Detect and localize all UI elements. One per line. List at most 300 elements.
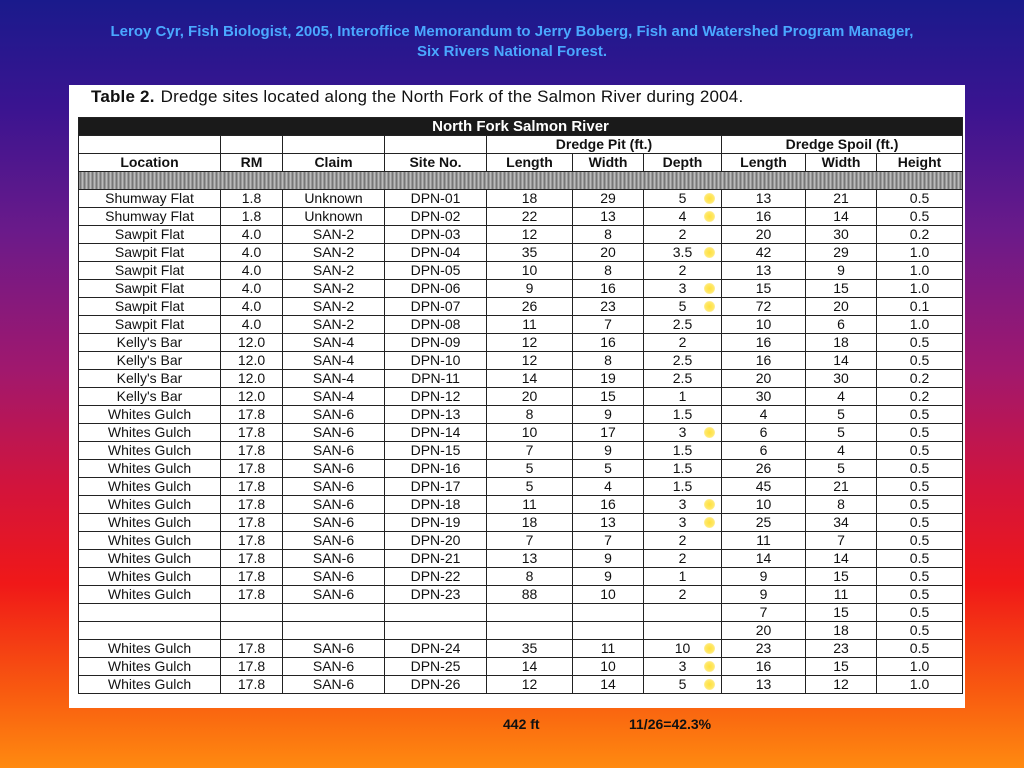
table-cell [573,604,644,622]
table-cell: 5 [644,298,722,316]
table-cell: 21 [806,478,877,496]
table-cell: DPN-23 [385,586,487,604]
table-cell: DPN-02 [385,208,487,226]
table-cell: 14 [722,550,806,568]
table-cell: 19 [573,370,644,388]
table-row [79,370,963,388]
table-cell: 4 [806,388,877,406]
table-cell: Whites Gulch [79,586,221,604]
table-row [79,280,963,298]
table-cell: DPN-19 [385,514,487,532]
table-cell: 9 [573,550,644,568]
table-row [79,316,963,334]
table-row [79,658,963,676]
table-row [79,424,963,442]
group-blank-cell [385,136,487,154]
table-cell: 0.2 [877,226,963,244]
table-cell: SAN-6 [283,568,385,586]
table-row [79,478,963,496]
table-cell: 12 [487,334,573,352]
table-cell: 15 [806,568,877,586]
table-cell: 10 [487,424,573,442]
table-cell: 3 [644,514,722,532]
table-cell: 1 [644,388,722,406]
table-cell: 0.5 [877,604,963,622]
table-cell: DPN-16 [385,460,487,478]
table-cell: 8 [573,226,644,244]
table-row [79,568,963,586]
table-cell: DPN-15 [385,442,487,460]
table-cell: 13 [722,190,806,208]
table-row [79,244,963,262]
table-row [79,640,963,658]
column-header: RM [221,154,283,172]
table-cell: 29 [806,244,877,262]
table-cell: 1.0 [877,280,963,298]
table-cell: 11 [487,496,573,514]
table-cell: 2.5 [644,370,722,388]
table-cell: Whites Gulch [79,478,221,496]
table-cell: 13 [573,208,644,226]
table-cell: 17 [573,424,644,442]
group-header-row [79,136,963,154]
table-cell [573,622,644,640]
table-cell: Whites Gulch [79,550,221,568]
column-header: Location [79,154,221,172]
table-cell: 17.8 [221,424,283,442]
table-cell: 45 [722,478,806,496]
table-cell: 0.5 [877,640,963,658]
table-cell: 3 [644,280,722,298]
table-cell: 5 [573,460,644,478]
table-cell: 30 [722,388,806,406]
table-cell: 4.0 [221,280,283,298]
table-cell: Whites Gulch [79,676,221,694]
table-row [79,622,963,640]
table-cell: 2 [644,586,722,604]
table-cell: DPN-09 [385,334,487,352]
table-cell [79,604,221,622]
table-title: Dredge sites located along the North Fork of the Salmon River during 2004. [160,87,744,106]
table-cell: 0.5 [877,622,963,640]
table-cell: 17.8 [221,406,283,424]
separator-row [79,172,963,190]
table-cell: 4.0 [221,298,283,316]
table-cell: SAN-4 [283,370,385,388]
table-cell: 7 [722,604,806,622]
table-cell: 1.0 [877,658,963,676]
table-body [79,190,963,694]
table-cell: 9 [573,406,644,424]
table-cell: 0.5 [877,478,963,496]
table-cell: 20 [722,622,806,640]
table-cell: Whites Gulch [79,640,221,658]
table-cell: 12.0 [221,352,283,370]
table-cell: 2.5 [644,316,722,334]
table-cell: SAN-6 [283,460,385,478]
table-cell: 1.8 [221,208,283,226]
table-cell: 1.0 [877,316,963,334]
table-cell: 2 [644,334,722,352]
table-cell: 29 [573,190,644,208]
table-cell: 1 [644,568,722,586]
table-cell: 0.2 [877,388,963,406]
group-blank-cell [221,136,283,154]
table-cell: 15 [806,658,877,676]
table-cell: 17.8 [221,658,283,676]
table-cell: 23 [722,640,806,658]
table-cell: 30 [806,226,877,244]
column-header-row [79,154,963,172]
table-label: Table 2. [91,87,155,106]
table-cell: 14 [487,370,573,388]
table-cell: 17.8 [221,478,283,496]
table-cell: SAN-6 [283,640,385,658]
table-row [79,226,963,244]
table-cell: Whites Gulch [79,424,221,442]
table-cell: 0.1 [877,298,963,316]
table-cell: 14 [487,658,573,676]
table-row [79,550,963,568]
table-cell: 8 [487,406,573,424]
table-cell: 10 [722,496,806,514]
table-cell: 9 [722,586,806,604]
table-row [79,676,963,694]
table-cell: Kelly's Bar [79,352,221,370]
table-cell [221,604,283,622]
table-cell: 25 [722,514,806,532]
footer-ratio: 11/26=42.3% [629,716,712,732]
table-cell: 8 [806,496,877,514]
table-cell: DPN-22 [385,568,487,586]
table-cell: SAN-6 [283,478,385,496]
table-cell: 13 [722,676,806,694]
table-cell: 2 [644,262,722,280]
table-cell: 13 [722,262,806,280]
table-cell: Whites Gulch [79,514,221,532]
table-cell: 11 [722,532,806,550]
table-cell: 88 [487,586,573,604]
table-cell: 0.5 [877,532,963,550]
table-cell: DPN-20 [385,532,487,550]
table-cell: 0.5 [877,190,963,208]
table-cell: 30 [806,370,877,388]
table-cell: DPN-13 [385,406,487,424]
table-caption [91,87,743,107]
table-cell: 1.5 [644,442,722,460]
table-cell: 7 [573,532,644,550]
table-cell: SAN-2 [283,298,385,316]
table-cell: Sawpit Flat [79,280,221,298]
table-row [79,352,963,370]
table-cell: 1.5 [644,406,722,424]
table-cell: 9 [487,280,573,298]
river-header-row [79,118,963,136]
table-cell: 12 [487,676,573,694]
table-row [79,460,963,478]
table-cell: 6 [806,316,877,334]
column-header: Length [722,154,806,172]
table-cell: 10 [573,658,644,676]
table-cell: 5 [487,478,573,496]
table-cell: 4 [573,478,644,496]
table-cell: 23 [806,640,877,658]
table-row [79,208,963,226]
table-cell: SAN-2 [283,226,385,244]
table-cell: 16 [722,208,806,226]
table-cell: 14 [806,208,877,226]
footer-total-feet: 442 ft [503,716,540,732]
table-cell: Sawpit Flat [79,226,221,244]
table-cell: 22 [487,208,573,226]
river-name: North Fork Salmon River [79,118,963,136]
table-cell: 1.0 [877,262,963,280]
table-cell: 20 [487,388,573,406]
table-cell: 72 [722,298,806,316]
table-cell: 11 [487,316,573,334]
table-cell: 17.8 [221,586,283,604]
table-cell: 7 [487,532,573,550]
table-cell: SAN-2 [283,316,385,334]
table-row [79,298,963,316]
table-cell: 1.5 [644,478,722,496]
table-cell: SAN-2 [283,262,385,280]
table-cell: 10 [487,262,573,280]
table-cell: 12 [487,226,573,244]
table-cell: DPN-04 [385,244,487,262]
table-cell: 16 [573,280,644,298]
table-cell: 5 [644,190,722,208]
table-cell: 20 [722,226,806,244]
table-cell: 12 [487,352,573,370]
table-cell: 17.8 [221,532,283,550]
column-header: Site No. [385,154,487,172]
table-cell: 14 [806,550,877,568]
table-cell: 17.8 [221,640,283,658]
table-cell: Whites Gulch [79,460,221,478]
table-cell: SAN-6 [283,586,385,604]
table-cell: 4.0 [221,226,283,244]
table-row [79,532,963,550]
table-cell: 20 [806,298,877,316]
table-cell: SAN-6 [283,658,385,676]
table-cell: DPN-12 [385,388,487,406]
table-cell: 4 [644,208,722,226]
table-cell: 18 [806,334,877,352]
table-cell: SAN-2 [283,244,385,262]
table-cell: 0.2 [877,370,963,388]
table-cell: 3 [644,496,722,514]
table-row [79,334,963,352]
table-cell: 1.8 [221,190,283,208]
table-cell: 10 [573,586,644,604]
table-cell: 35 [487,640,573,658]
table-cell: 1.0 [877,244,963,262]
table-cell: Unknown [283,208,385,226]
table-cell: 17.8 [221,460,283,478]
table-cell: 0.5 [877,334,963,352]
table-cell: 10 [644,640,722,658]
table-cell: 0.5 [877,514,963,532]
table-cell: 17.8 [221,676,283,694]
table-cell: Kelly's Bar [79,334,221,352]
table-cell: 26 [722,460,806,478]
group-dredge-pit: Dredge Pit (ft.) [487,136,722,154]
table-cell: Kelly's Bar [79,388,221,406]
table-cell [283,622,385,640]
table-cell [79,622,221,640]
table-cell: 0.5 [877,424,963,442]
table-cell: 34 [806,514,877,532]
table-cell: 9 [722,568,806,586]
table-cell: 21 [806,190,877,208]
column-header: Width [806,154,877,172]
table-cell: 2.5 [644,352,722,370]
table-cell: 1.0 [877,676,963,694]
table-cell: 0.5 [877,442,963,460]
table-cell: Sawpit Flat [79,244,221,262]
table-cell: 18 [806,622,877,640]
table-row [79,586,963,604]
table-cell: 5 [487,460,573,478]
table-cell [221,622,283,640]
table-cell: 0.5 [877,550,963,568]
table-cell: 20 [722,370,806,388]
table-cell: DPN-18 [385,496,487,514]
table-cell: 4 [722,406,806,424]
table-cell: Whites Gulch [79,496,221,514]
table-cell: DPN-01 [385,190,487,208]
table-cell [385,622,487,640]
table-cell: 16 [722,334,806,352]
table-cell: 15 [573,388,644,406]
table-cell: DPN-08 [385,316,487,334]
table-row [79,190,963,208]
table-cell: 7 [806,532,877,550]
table-cell: 5 [806,460,877,478]
table-cell: DPN-26 [385,676,487,694]
table-cell [487,604,573,622]
table-cell: Sawpit Flat [79,298,221,316]
table-cell: 13 [487,550,573,568]
table-cell: 12 [806,676,877,694]
table-row [79,388,963,406]
table-cell: 18 [487,514,573,532]
table-cell: SAN-6 [283,514,385,532]
table-cell: Whites Gulch [79,532,221,550]
dredge-sites-table [78,117,963,694]
slide-header [30,22,994,62]
table-cell: 4.0 [221,244,283,262]
table-cell: 0.5 [877,586,963,604]
table-cell: 17.8 [221,496,283,514]
table-cell: DPN-05 [385,262,487,280]
table-cell: SAN-6 [283,496,385,514]
table-cell: Sawpit Flat [79,316,221,334]
table-cell: DPN-25 [385,658,487,676]
table-cell: Sawpit Flat [79,262,221,280]
table-cell: 15 [722,280,806,298]
table-cell: 6 [722,424,806,442]
group-dredge-spoil: Dredge Spoil (ft.) [722,136,963,154]
table-cell: DPN-07 [385,298,487,316]
column-header: Height [877,154,963,172]
table-cell: SAN-4 [283,388,385,406]
table-cell: 0.5 [877,406,963,424]
table-row [79,604,963,622]
table-cell: DPN-06 [385,280,487,298]
table-cell: 3 [644,424,722,442]
table-cell: 15 [806,280,877,298]
table-cell: 15 [806,604,877,622]
table-cell: DPN-21 [385,550,487,568]
group-blank-cell [283,136,385,154]
table-cell: SAN-6 [283,424,385,442]
table-cell: 11 [573,640,644,658]
table-cell: SAN-6 [283,442,385,460]
table-cell [644,622,722,640]
table-cell: SAN-6 [283,406,385,424]
table-cell: 2 [644,226,722,244]
table-cell: 4.0 [221,316,283,334]
table-cell: 0.5 [877,568,963,586]
table-cell: 17.8 [221,514,283,532]
header-line-2: Six Rivers National Forest. [416,43,608,60]
table-cell [385,604,487,622]
table-cell: 16 [573,334,644,352]
table-cell: 42 [722,244,806,262]
table-cell: DPN-11 [385,370,487,388]
table-cell: 16 [722,352,806,370]
table-cell: Whites Gulch [79,658,221,676]
table-cell: 9 [806,262,877,280]
table-cell [644,604,722,622]
table-cell: 0.5 [877,352,963,370]
column-header: Width [573,154,644,172]
table-cell: 5 [806,406,877,424]
table-row [79,496,963,514]
table-cell: 9 [573,442,644,460]
table-cell: 5 [806,424,877,442]
table-cell: DPN-14 [385,424,487,442]
table-cell: 0.5 [877,208,963,226]
table-cell: 17.8 [221,442,283,460]
table-cell: 4 [806,442,877,460]
header-line-1: Leroy Cyr, Fish Biologist, 2005, Interoffice Memorandum to Jerry Boberg, Fish and Watershed Program Manager, [110,23,914,40]
table-cell: 35 [487,244,573,262]
table-cell: 13 [573,514,644,532]
table-cell: 12.0 [221,370,283,388]
table-cell: DPN-03 [385,226,487,244]
table-cell: DPN-17 [385,478,487,496]
table-cell: SAN-6 [283,550,385,568]
table-cell: 14 [573,676,644,694]
table-cell: 4.0 [221,262,283,280]
table-cell: SAN-4 [283,352,385,370]
table-cell: Kelly's Bar [79,370,221,388]
scanned-table-document [69,85,965,708]
table-cell: Whites Gulch [79,406,221,424]
table-cell: 16 [722,658,806,676]
table-cell: 1.5 [644,460,722,478]
table-cell: 7 [573,316,644,334]
table-row [79,442,963,460]
column-header: Length [487,154,573,172]
table-cell: 7 [487,442,573,460]
table-cell [283,604,385,622]
table-cell: Shumway Flat [79,208,221,226]
column-header: Claim [283,154,385,172]
